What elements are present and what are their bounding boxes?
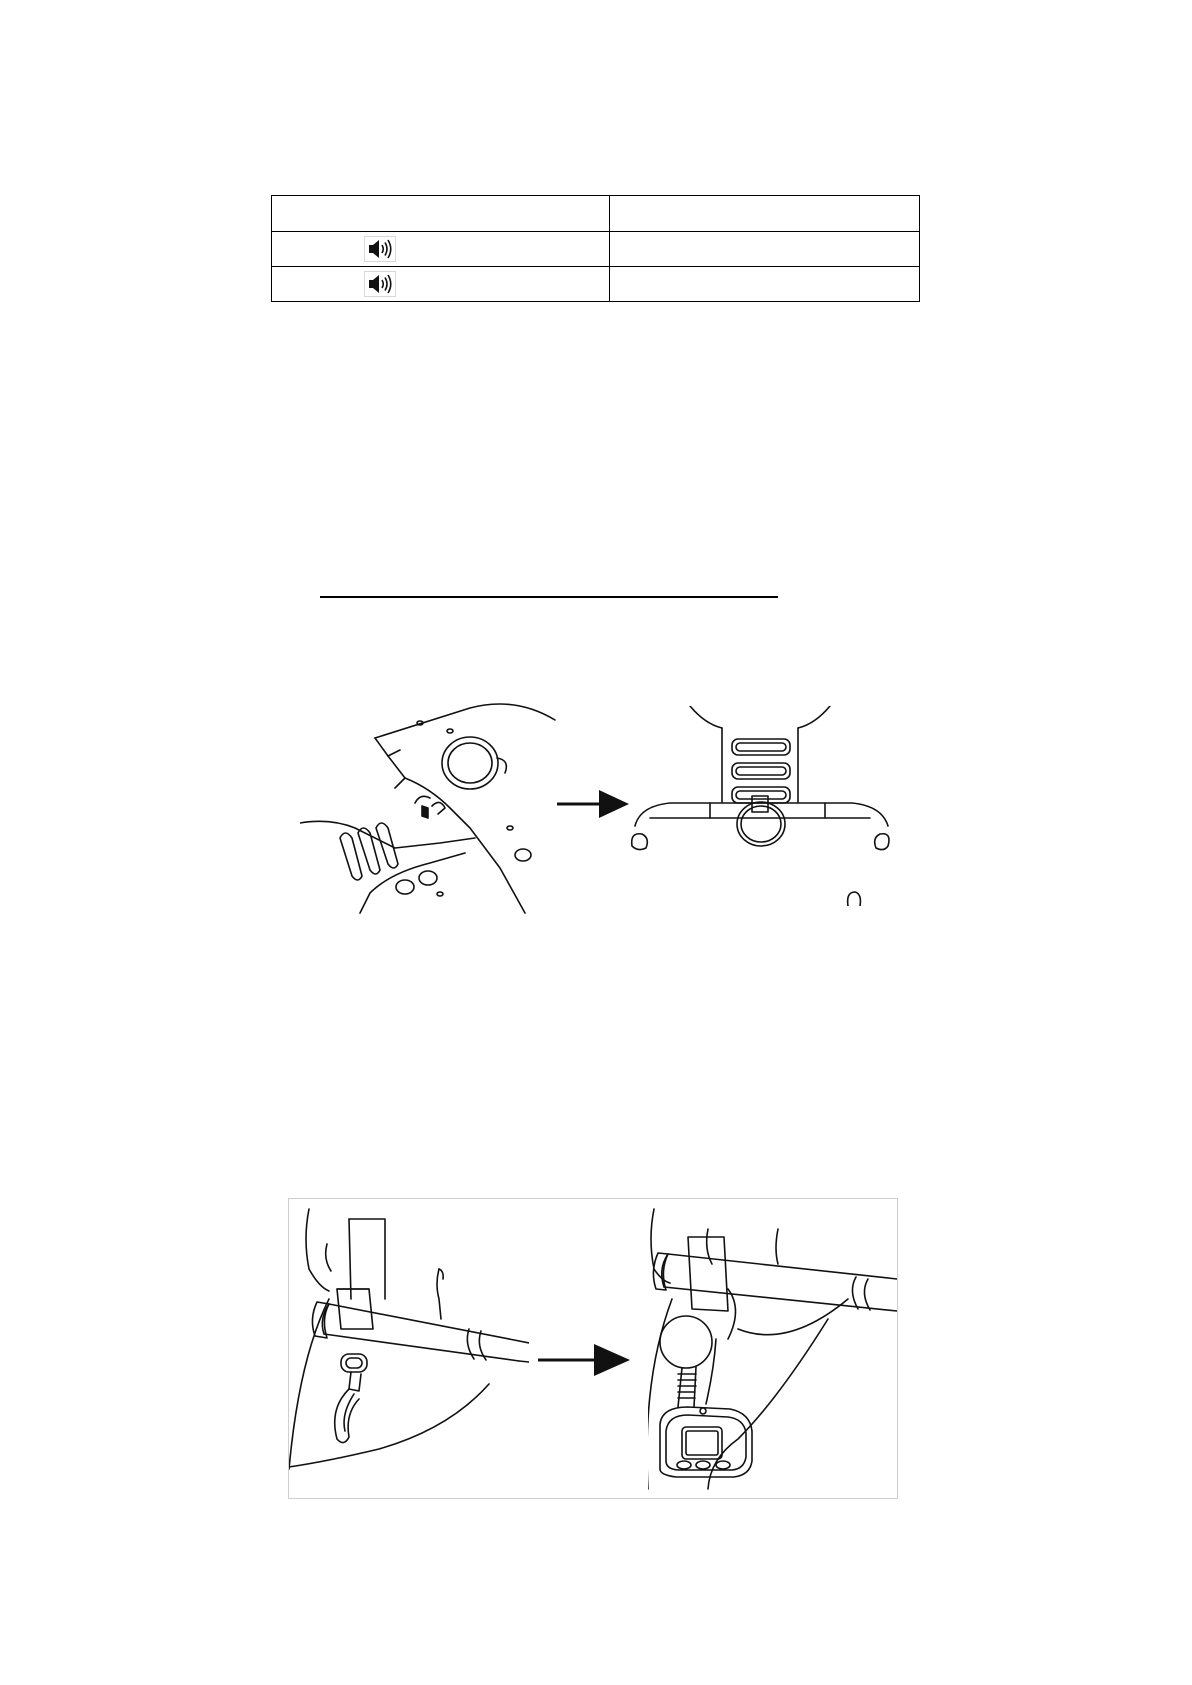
table-cell <box>272 267 610 302</box>
speaker-volume-icon <box>364 271 396 297</box>
arrow-right-icon <box>536 1338 632 1382</box>
section-heading-underline <box>320 596 778 598</box>
sound-table <box>271 195 920 302</box>
handle-strap-clip-icon <box>289 1199 529 1498</box>
table-header-cell <box>272 196 610 232</box>
table-row <box>272 267 920 302</box>
table-cell <box>610 232 920 267</box>
stroller-mount-after-icon <box>630 706 892 906</box>
speaker-volume-icon <box>364 236 396 262</box>
table-cell <box>272 232 610 267</box>
table-row <box>272 232 920 267</box>
table-header-row <box>272 196 920 232</box>
stroller-mount-before-icon <box>300 698 560 916</box>
table-cell <box>610 267 920 302</box>
table-header-cell <box>610 196 920 232</box>
device-attached-to-handle-icon <box>648 1199 897 1498</box>
arrow-right-icon <box>555 784 631 824</box>
